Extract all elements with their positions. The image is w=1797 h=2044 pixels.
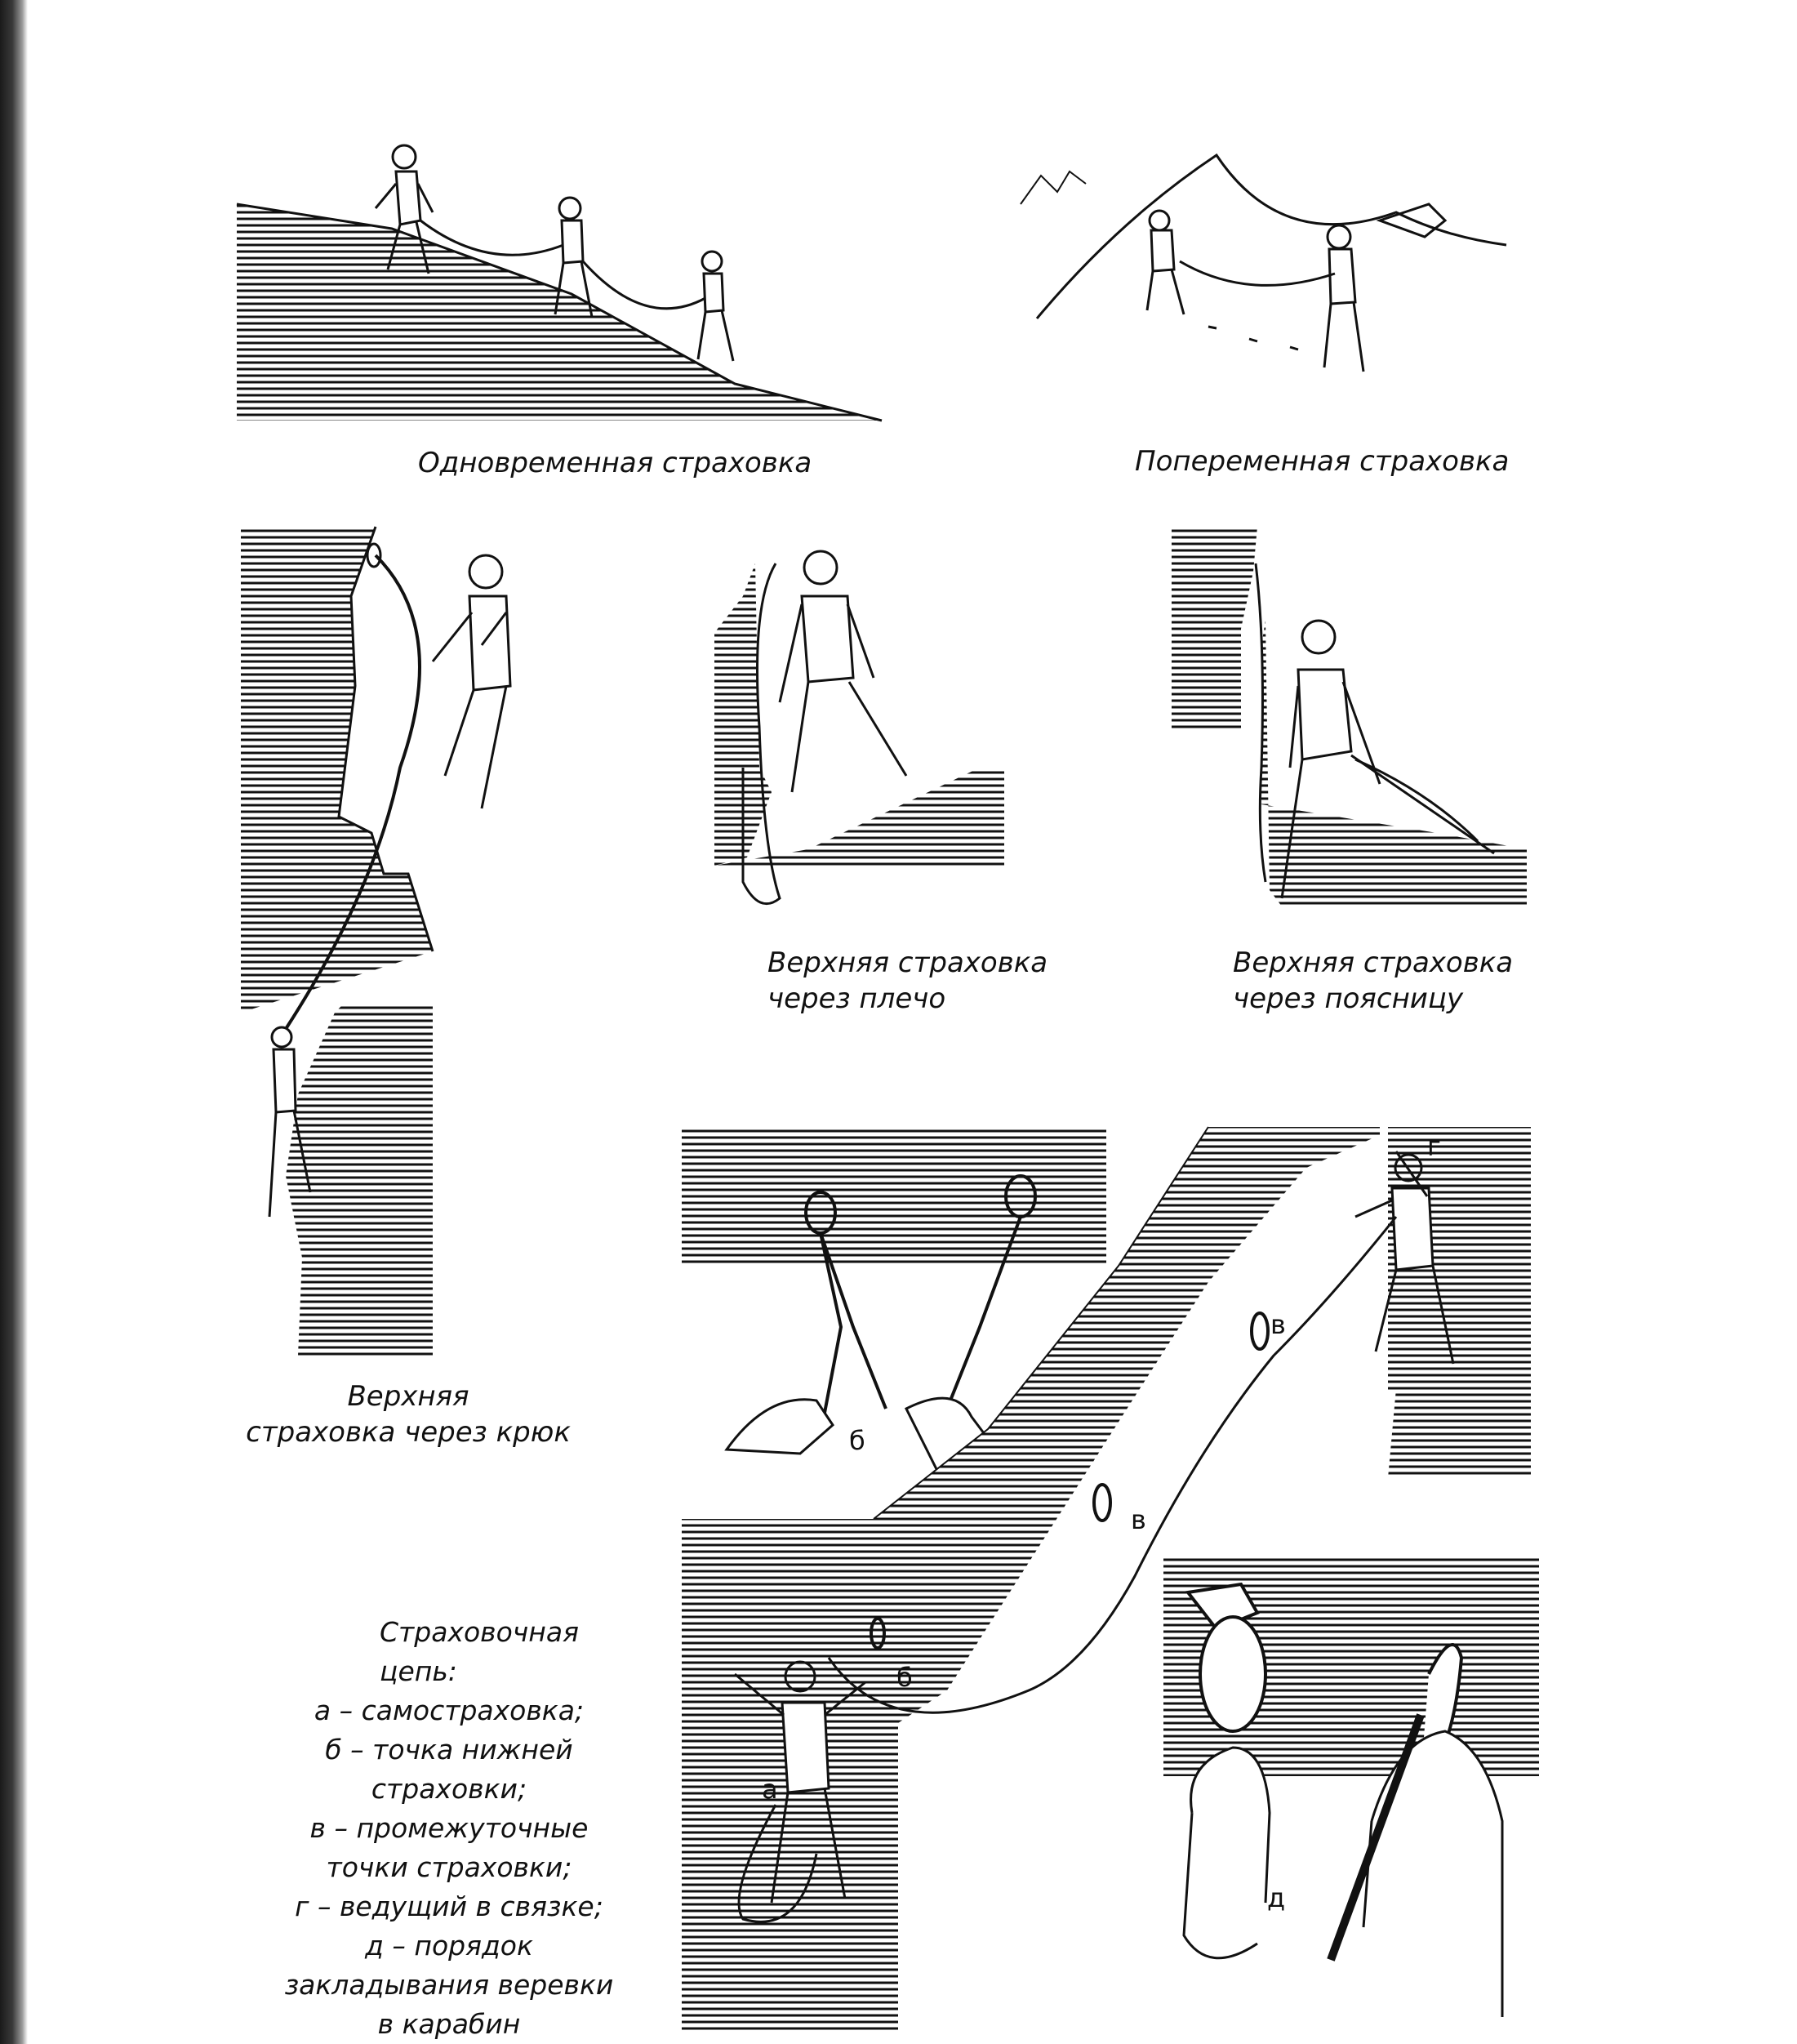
top-belay-shoulder-illustration — [710, 523, 1012, 923]
legend-item-3: страховки; — [371, 1773, 527, 1805]
caption-top-belay-waist — [1233, 945, 1513, 1017]
letter-v-lower: в — [1131, 1504, 1146, 1535]
legend-item-5: точки страховки; — [326, 1851, 572, 1883]
legend-item-6: г – ведущий в связке; — [295, 1890, 603, 1922]
simultaneous-belay-illustration — [229, 139, 898, 433]
legend-item-9: в карабин — [377, 2008, 521, 2040]
caption-top-belay-waist-line1: Верхняя страховка — [1233, 946, 1514, 979]
intermediate-carabiner-lower — [1094, 1485, 1110, 1521]
rope — [1180, 261, 1335, 285]
top-belay-hook-illustration — [237, 523, 539, 1356]
climber-figure-alternating-1 — [1147, 211, 1184, 314]
legend-title-line2: цепь: — [380, 1655, 457, 1687]
caption-simultaneous-belay: Одновременная страховка — [418, 447, 812, 479]
left-hand — [1184, 1748, 1270, 1958]
caption-top-belay-hook — [245, 1378, 572, 1450]
belay-chain-legend — [245, 1613, 653, 2044]
carabiner — [367, 544, 380, 567]
alternating-belay-illustration — [1021, 139, 1510, 425]
caption-top-belay-hook-line2: страховка через крюк — [246, 1416, 571, 1449]
caption-top-belay-waist-line2: через поясницу — [1233, 982, 1464, 1015]
letter-a: а — [762, 1774, 778, 1805]
climber-figure-upper — [433, 555, 510, 808]
legend-item-7: д – порядок — [365, 1930, 533, 1962]
intermediate-carabiner-upper — [1252, 1313, 1268, 1349]
caption-top-belay-shoulder-line2: через плечо — [767, 982, 946, 1015]
climber-figure-3 — [698, 252, 733, 361]
legend-item-2: б – точка нижней — [325, 1734, 573, 1766]
scan-page-edge — [0, 0, 28, 2044]
clipping-rope-illustration — [1159, 1552, 1543, 2042]
top-belay-waist-illustration — [1168, 523, 1535, 939]
climber-figure-alternating-2 — [1324, 225, 1363, 372]
letter-b-chain: б — [896, 1662, 913, 1693]
letter-v-upper: в — [1270, 1309, 1286, 1340]
caption-top-belay-shoulder — [767, 945, 1048, 1017]
caption-alternating-belay: Попеременная страховка — [1135, 445, 1510, 478]
letter-g: г — [1427, 1131, 1441, 1162]
belayer-figure-shoulder — [780, 551, 906, 792]
legend-item-4: в – промежуточные — [309, 1812, 589, 1844]
caption-top-belay-shoulder-line1: Верхняя страховка — [767, 946, 1048, 979]
legend-item-8: закладывания веревки — [284, 1969, 614, 2001]
letter-b-hands: б — [849, 1425, 865, 1456]
caption-top-belay-hook-line1: Верхняя — [347, 1380, 469, 1413]
letter-d: д — [1267, 1882, 1286, 1913]
legend-title-line1: Страховочная — [380, 1616, 579, 1648]
legend-item-1: а – самостраховка; — [314, 1694, 585, 1726]
